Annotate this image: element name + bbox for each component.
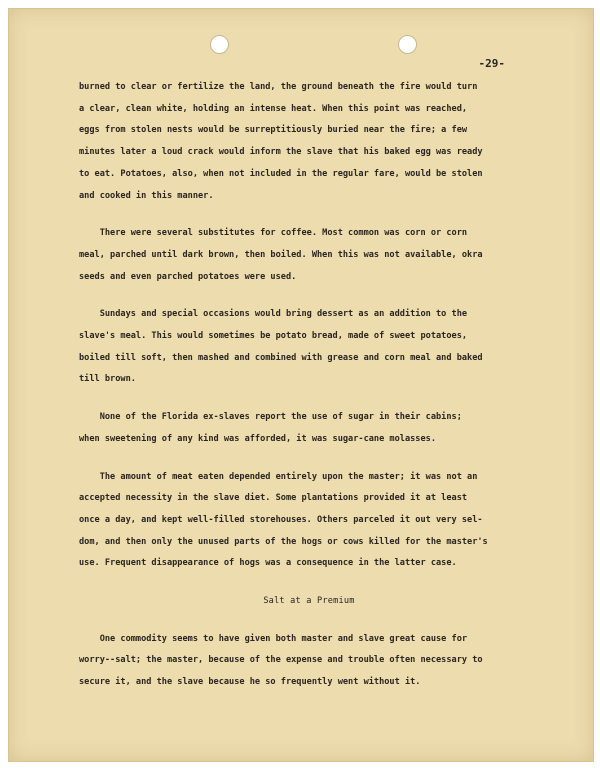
punch-hole-right bbox=[398, 35, 417, 54]
text-line: when sweetening of any kind was afforded, it was sugar-cane molasses. bbox=[79, 433, 436, 444]
text-line: boiled till soft, then mashed and combined with grease and corn meal and baked bbox=[79, 352, 483, 363]
text-line: One commodity seems to have given both master and slave great cause for bbox=[79, 633, 468, 644]
paragraph-5 bbox=[79, 467, 539, 576]
paragraph-4 bbox=[79, 407, 539, 450]
text-line: burned to clear or fertilize the land, the ground beneath the fire would turn bbox=[79, 82, 478, 92]
text-line: use. Frequent disappearance of hogs was a consequence in the latter case. bbox=[79, 558, 457, 569]
text-line: Sundays and special occasions would bring dessert as an addition to the bbox=[79, 309, 468, 320]
text-line: dom, and then only the unused parts of the hogs or cows killed for the master's bbox=[79, 536, 488, 547]
section-heading: Salt at a Premium bbox=[263, 596, 355, 607]
text-line: secure it, and the slave because he so frequently went without it. bbox=[79, 677, 421, 688]
paragraph-1 bbox=[79, 77, 539, 207]
text-line: minutes later a loud crack would inform the slave that his baked egg was ready bbox=[79, 147, 483, 158]
text-line: None of the Florida ex-slaves report the use of sugar in their cabins; bbox=[79, 412, 462, 423]
paragraph-3 bbox=[79, 304, 539, 391]
text-line: once a day, and kept well-filled storehouses. Others parceled it out very sel- bbox=[79, 514, 483, 525]
text-line: eggs from stolen nests would be surreptitiously buried near the fire; a few bbox=[79, 125, 468, 136]
text-line: meal, parched until dark brown, then boiled. When this was not available, okra bbox=[79, 249, 483, 260]
paragraph-6 bbox=[79, 629, 539, 694]
text-line: seeds and even parched potatoes were used. bbox=[79, 271, 297, 282]
document-page bbox=[8, 8, 594, 762]
text-line: There were several substitutes for coffee. Most common was corn or corn bbox=[79, 228, 468, 239]
text-line: to eat. Potatoes, also, when not included in the regular fare, would be stolen bbox=[79, 168, 483, 179]
text-line: a clear, clean white, holding an intense heat. When this point was reached, bbox=[79, 103, 468, 114]
text-line: till brown. bbox=[79, 374, 136, 385]
paragraph-2 bbox=[79, 223, 539, 288]
page-number: -29- bbox=[478, 57, 505, 70]
body-text bbox=[79, 77, 539, 710]
text-line: worry--salt; the master, because of the expense and trouble often necessary to bbox=[79, 655, 483, 666]
text-line: and cooked in this manner. bbox=[79, 190, 214, 201]
text-line: The amount of meat eaten depended entirely upon the master; it was not an bbox=[79, 471, 478, 482]
punch-hole-left bbox=[210, 35, 229, 54]
text-line: accepted necessity in the slave diet. Some plantations provided it at least bbox=[79, 493, 468, 504]
text-line: slave's meal. This would sometimes be potato bread, made of sweet potatoes, bbox=[79, 331, 468, 342]
